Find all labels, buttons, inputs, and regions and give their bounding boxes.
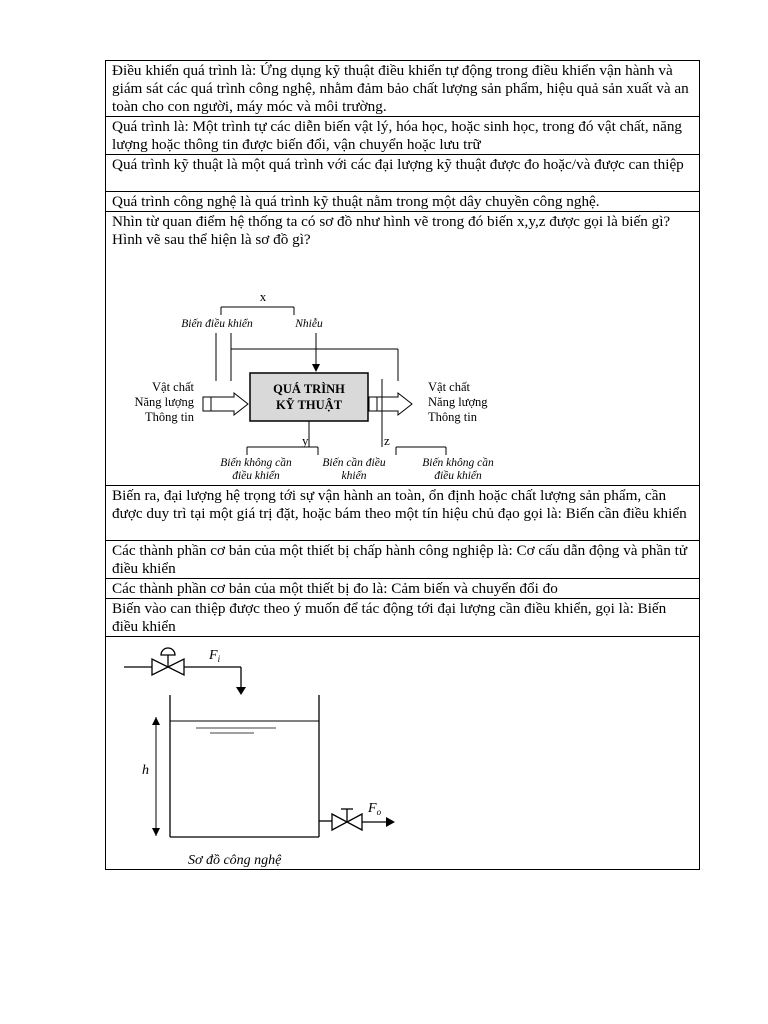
- output-line-3: Thông tin: [428, 410, 477, 424]
- system-diagram: [106, 249, 686, 485]
- table-row: [106, 579, 700, 599]
- table-row: [106, 637, 700, 870]
- label-noise: Nhiễu: [295, 318, 323, 330]
- out-mid-2: khiển: [341, 470, 367, 482]
- label-x: x: [259, 289, 267, 304]
- label-y: y: [302, 433, 309, 448]
- label-fo: $F_o$: [368, 801, 382, 817]
- row-tank-cell: [106, 637, 700, 870]
- out-left-2: điều khiển: [232, 470, 280, 482]
- table-row: [106, 599, 700, 637]
- row-text-9: Biến vào can thiệp được theo ý muốn để tác động tới đại lượng cần điều khiển, gọi là: Biến điều khiển: [106, 599, 700, 637]
- row-text-3: Quá trình kỹ thuật là một quá trình với các đại lượng kỹ thuật được đo hoặc/và được can thiệp: [106, 155, 700, 192]
- table-row: [106, 212, 700, 486]
- label-fi: $F_i$: [209, 648, 221, 664]
- table-row: [106, 486, 700, 541]
- out-left-1: Biến không cần: [220, 457, 292, 469]
- output-line-1: Vật chất: [428, 380, 470, 394]
- table-row: [106, 117, 700, 155]
- row-text-6: Biến ra, đại lượng hệ trọng tới sự vận hành an toàn, ổn định hoặc chất lượng sản phẩm, cần được duy trì tại một giá trị đặt, hoặc bám theo một tín hiệu chủ đạo gọi là: Biến cần điều khiển: [106, 486, 700, 541]
- process-box: [250, 373, 368, 421]
- tank-diagram: [106, 637, 700, 869]
- input-line-1: Vật chất: [152, 380, 194, 394]
- input-line-3: Thông tin: [145, 410, 194, 424]
- row-text-8: Các thành phần cơ bản của một thiết bị đo là: Cảm biến và chuyển đổi đo: [106, 579, 700, 599]
- label-z: z: [384, 433, 390, 448]
- label-h: h: [142, 763, 149, 778]
- out-mid-1: Biến cần điều: [322, 457, 386, 469]
- row-text-7: Các thành phần cơ bản của một thiết bị chấp hành công nghiệp là: Cơ cấu dẫn động và phần tử điều khiển: [106, 541, 700, 579]
- row-text-2: Quá trình là: Một trình tự các diễn biến vật lý, hóa học, hoặc sinh học, trong đó vật chất, năng lượng hoặc thông tin được biến đổi, vận chuyển hoặc lưu trữ: [106, 117, 700, 155]
- out-right-2: điều khiển: [434, 470, 482, 482]
- row-diagram-cell: [106, 212, 700, 486]
- output-line-2: Năng lượng: [428, 395, 488, 409]
- document-table: [105, 60, 700, 870]
- box-line-1: QUÁ TRÌNH: [273, 382, 345, 396]
- input-line-2: Năng lượng: [134, 395, 194, 409]
- table-row: [106, 155, 700, 192]
- table-row: [106, 541, 700, 579]
- out-right-1: Biến không cần: [422, 457, 494, 469]
- tank-caption: Sơ đồ công nghệ: [188, 853, 282, 868]
- row-text-5: Nhìn từ quan điểm hệ thống ta có sơ đồ như hình vẽ trong đó biến x,y,z được gọi là biến gì? Hình vẽ sau thể hiện là sơ đồ gì?: [112, 213, 671, 248]
- box-line-2: KỸ THUẬT: [275, 398, 343, 412]
- label-control-var: Biến điều khiển: [181, 318, 253, 330]
- row-text-1: Điều khiển quá trình là: Ứng dụng kỹ thuật điều khiển tự động trong điều khiển vận hành và giám sát các quá trình công nghệ, nhằm đảm bảo chất lượng sản phẩm, hiệu quả sản xuất và an toàn cho con người, máy móc và môi trường.: [106, 61, 700, 117]
- table-row: [106, 192, 700, 212]
- row-text-4: Quá trình công nghệ là quá trình kỹ thuật nằm trong một dây chuyền công nghệ.: [106, 192, 700, 212]
- table-row: [106, 61, 700, 117]
